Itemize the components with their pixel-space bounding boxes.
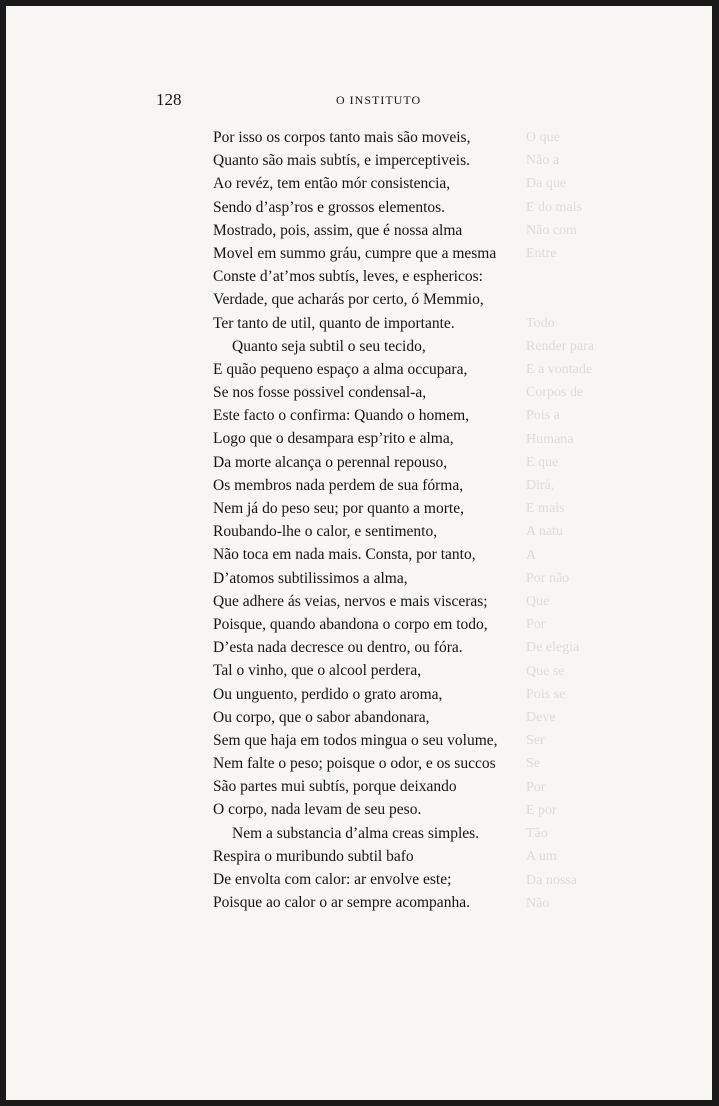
poem-line: Verdade, que acharás por certo, ó Memmio,	[213, 291, 484, 309]
poem-line: Sem que haja em todos mingua o seu volume,	[213, 731, 498, 749]
poem-line: Roubando-lhe o calor, e sentimento,	[213, 523, 438, 541]
book-page	[6, 6, 712, 1100]
running-title: O INSTITUTO	[336, 93, 422, 107]
poem-line: Tal o vinho, que o alcool perdera,	[213, 662, 422, 680]
poem-line: Quanto são mais subtís, e imperceptiveis.	[213, 152, 470, 170]
poem-line: Sendo d’asp’ros e grossos elementos.	[213, 198, 446, 216]
poem-line: Respira o muribundo subtil bafo	[213, 847, 414, 865]
poem-line: Que adhere ás veias, nervos e mais visceras;	[213, 592, 488, 610]
poem-line: D’esta nada decresce ou dentro, ou fóra.	[213, 639, 463, 657]
poem-line: Ao revéz, tem então mór consistencia,	[213, 175, 451, 193]
poem-line: Os membros nada perdem de sua fórma,	[213, 476, 464, 494]
poem-line: Se nos fosse possivel condensal-a,	[213, 384, 427, 402]
poem-line: Não toca em nada mais. Consta, por tanto,	[213, 546, 476, 564]
poem-line: Quanto seja subtil o seu tecido,	[232, 337, 426, 355]
poem-line: Movel em summo gráu, cumpre que a mesma	[213, 244, 497, 262]
poem-body	[213, 126, 543, 914]
poem-line: Mostrado, pois, assim, que é nossa alma	[213, 221, 463, 239]
poem-line: São partes mui subtís, porque deixando	[213, 778, 457, 796]
poem-line: Nem falte o peso; poisque o odor, e os succos	[213, 755, 496, 773]
poem-line: Conste d’at’mos subtís, leves, e esphericos:	[213, 268, 483, 286]
poem-line: Este facto o confirma: Quando o homem,	[213, 407, 470, 425]
poem-line: Da morte alcança o perennal repouso,	[213, 453, 448, 471]
poem-line: Por isso os corpos tanto mais são moveis,	[213, 129, 471, 146]
poem-line: Nem já do peso seu; por quanto a morte,	[213, 500, 464, 517]
poem-line: D’atomos subtilissimos a alma,	[213, 569, 408, 587]
poem-line: Poisque, quando abandona o corpo em todo,	[213, 615, 488, 633]
poem-line: Poisque ao calor o ar sempre acompanha.	[213, 894, 470, 912]
poem-line: Nem a substancia d’alma creas simples.	[232, 824, 480, 842]
bleed-through-text: O que Não a Da que E do mais Não com Entre Todo Render para E a vontade Corpos de Pois a Humana E que Dirá, E mais A natu A Por não Que Por De elegia Que se Pois se Deve Ser Se Por E por Tão A um Da nossa Não	[526, 130, 595, 911]
poem-line: Ou unguento, perdido o grato aroma,	[213, 685, 443, 703]
poem-line: Ou corpo, que o sabor abandonara,	[213, 708, 430, 726]
page-number: 128	[156, 90, 182, 109]
poem-line: Logo que o desampara esp’rito e alma,	[213, 430, 454, 448]
poem-line: Ter tanto de util, quanto de importante.	[213, 314, 455, 332]
poem-line: O corpo, nada levam de seu peso.	[213, 801, 422, 819]
poem-line: De envolta com calor: ar envolve este;	[213, 871, 452, 888]
poem-line: E quão pequeno espaço a alma occupara,	[213, 360, 468, 378]
